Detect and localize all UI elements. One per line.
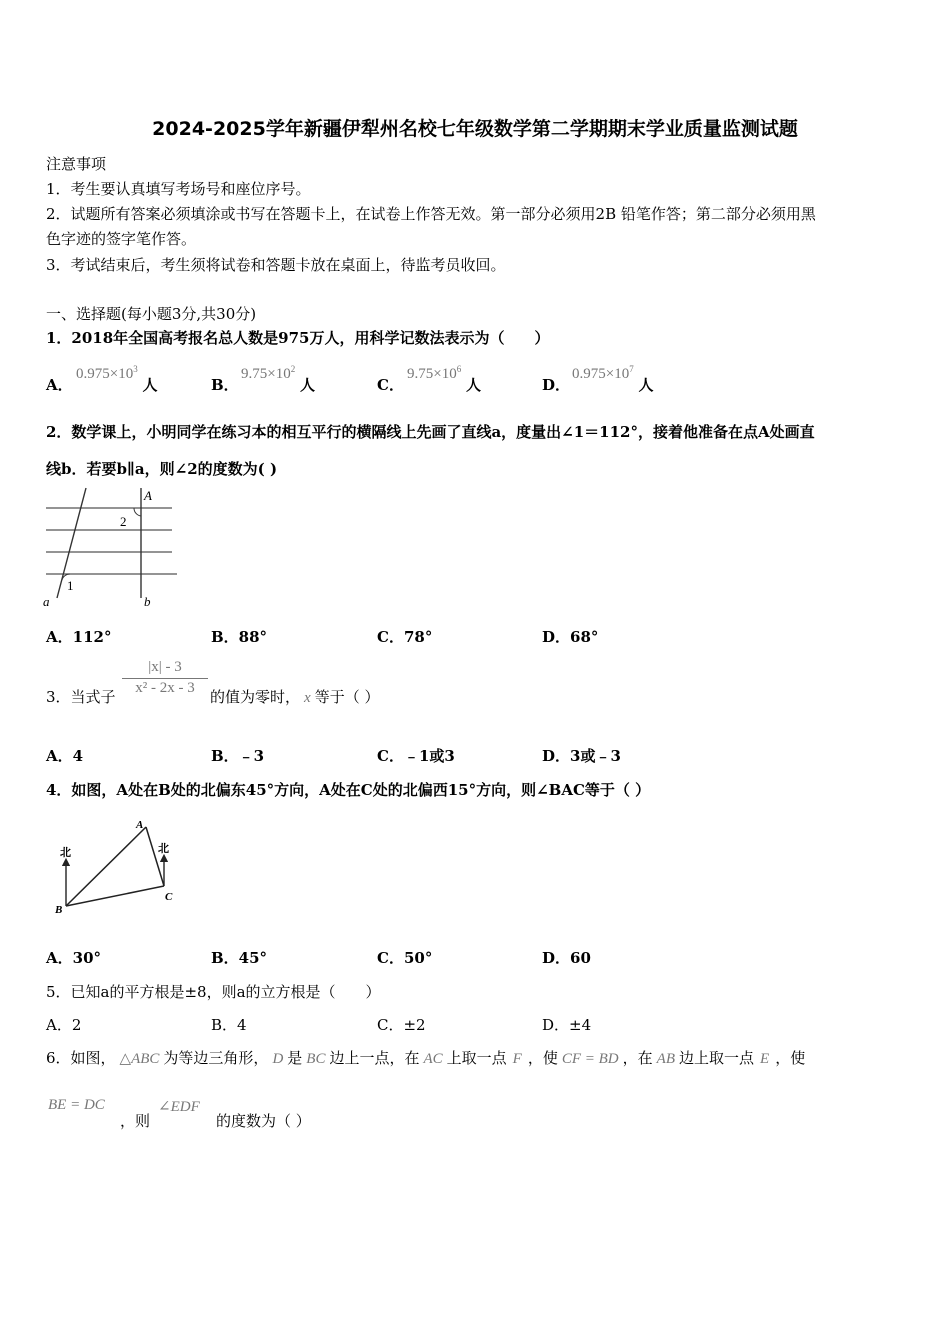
q4-option-c: C．50° xyxy=(377,949,433,967)
label-point-a: A xyxy=(136,819,144,831)
label-point-c: C xyxy=(165,891,173,903)
notes-heading: 注意事项 xyxy=(46,155,107,173)
question-3-suffix: 的值为零时， x 等于（ ） xyxy=(210,688,380,706)
question-2-line1: 2．数学课上，小明同学在练习本的相互平行的横隔线上先画了直线a，度量出∠1＝112°，接着他准备在点A处画直 xyxy=(46,423,815,441)
page-title: 2024-2025学年新疆伊犁州名校七年级数学第二学期期末学业质量监测试题 xyxy=(152,118,798,140)
label-line-a: a xyxy=(43,594,50,609)
question-3-prefix: 3．当式子 xyxy=(46,688,116,706)
q1-option-c-label: C． xyxy=(377,376,404,394)
angle-edf: ∠EDF xyxy=(158,1099,200,1115)
question-2-line2: 线b．若要b∥a，则∠2的度数为( ) xyxy=(46,460,278,478)
fraction-denominator: x² - 2x - 3 xyxy=(135,680,195,696)
q3-option-b: B．﹣3 xyxy=(211,747,265,765)
question-6-line2: ，则 xyxy=(120,1112,151,1130)
question-6-line1: 6．如图， △ABC 为等边三角形， D 是 BC 边上一点，在 AC 上取一点 F ，使 CF = BD ，在 AB 边上取一点 E ，使 xyxy=(46,1049,806,1067)
q1-option-b: $9.75\times 10^2$ 人 xyxy=(241,364,316,394)
question-5-stem: 5．已知a的平方根是±8，则a的立方根是（ ） xyxy=(46,983,381,1001)
q2-option-b: B．88° xyxy=(211,628,268,646)
q1-option-c: $9.75\times 10^6$ 人 xyxy=(407,364,482,394)
note-item: 2．试题所有答案必须填涂或书写在答题卡上，在试卷上作答无效。第一部分必须用2B 铅笔作答；第二部分必须用黑 xyxy=(46,205,816,223)
section-heading: 一、选择题(每小题3分,共30分) xyxy=(46,305,257,323)
label-angle-2: 2 xyxy=(120,514,127,529)
note-item: 1．考生要认真填写考场号和座位序号。 xyxy=(46,180,311,198)
north-label-c: 北 xyxy=(158,843,169,855)
question-1-stem: 1．2018年全国高考报名总人数是975万人，用科学记数法表示为（ ） xyxy=(46,329,550,347)
q1-option-d-label: D． xyxy=(542,376,571,394)
q1-option-b-label: B． xyxy=(211,376,239,394)
fraction-numerator: |x| - 3 xyxy=(148,659,182,675)
q3-option-c: C．﹣1或3 xyxy=(377,747,455,765)
q1-option-a: $0.975\times 10^3$ 人 xyxy=(76,364,158,394)
north-label-b: 北 xyxy=(60,847,71,859)
note-item: 色字迹的签字笔作答。 xyxy=(46,230,197,248)
label-line-b: b xyxy=(144,594,151,609)
label-angle-1: 1 xyxy=(67,578,74,593)
bearing-figure xyxy=(52,814,192,918)
q3-option-d: D．3或﹣3 xyxy=(542,747,621,765)
q1-option-d: $0.975\times 10^7$ 人 xyxy=(572,364,654,394)
q4-option-d: D．60 xyxy=(542,949,591,967)
q2-option-d: D．68° xyxy=(542,628,599,646)
q5-option-a: A．2 xyxy=(46,1016,82,1034)
question-4-stem: 4．如图，A处在B处的北偏东45°方向，A处在C处的北偏西15°方向，则∠BAC等于（ ） xyxy=(46,781,651,799)
q2-option-a: A．112° xyxy=(46,628,112,646)
q4-option-a: A．30° xyxy=(46,949,102,967)
q3-option-a: A．4 xyxy=(46,747,84,765)
parallel-lines-figure xyxy=(40,486,190,616)
label-a-point: A xyxy=(144,488,152,503)
equation-be-dc: BE = DC xyxy=(48,1097,105,1113)
question-6-end: 的度数为（ ） xyxy=(216,1112,311,1130)
q4-option-b: B．45° xyxy=(211,949,268,967)
fraction xyxy=(122,659,208,697)
q2-option-c: C．78° xyxy=(377,628,433,646)
q1-option-a-label: A． xyxy=(46,376,73,394)
label-point-b: B xyxy=(55,904,63,916)
q5-option-d: D．±4 xyxy=(542,1016,592,1034)
q5-option-c: C．±2 xyxy=(377,1016,426,1034)
note-item: 3．考试结束后，考生须将试卷和答题卡放在桌面上，待监考员收回。 xyxy=(46,256,506,274)
q5-option-b: B．4 xyxy=(211,1016,247,1034)
